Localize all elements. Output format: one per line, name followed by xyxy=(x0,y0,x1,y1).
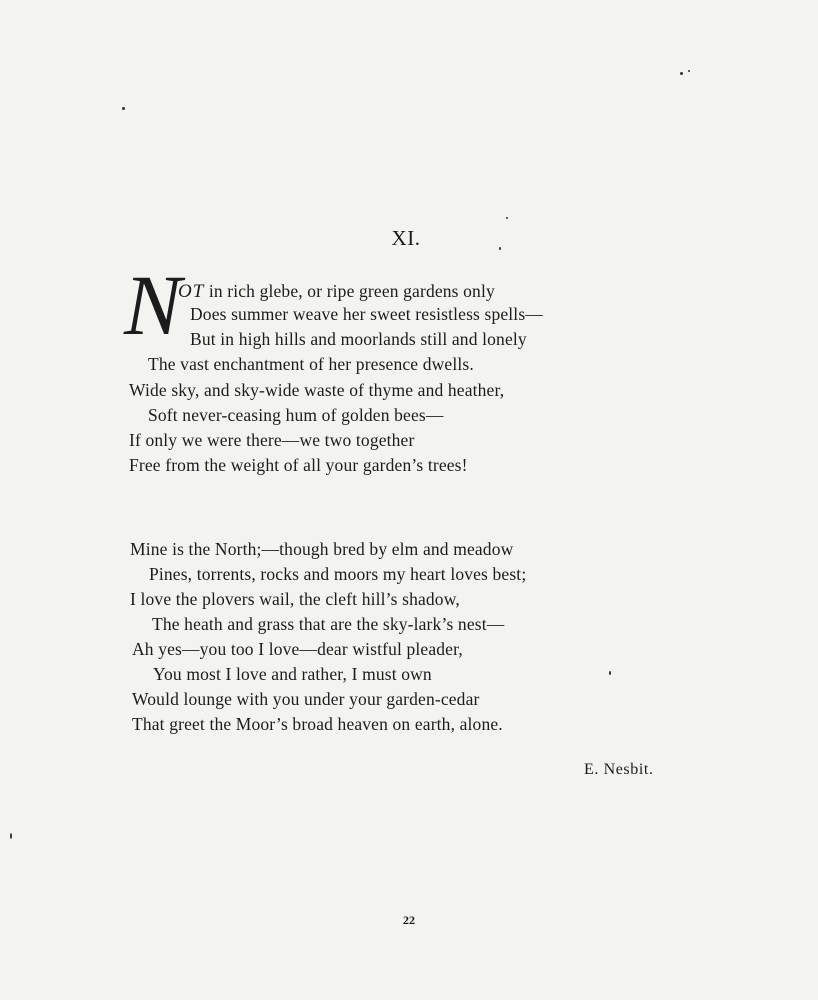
print-speck xyxy=(10,833,12,839)
print-speck xyxy=(688,70,690,72)
poem-line: Free from the weight of all your garden’s trees! xyxy=(129,455,468,475)
print-speck xyxy=(680,72,683,75)
poem-line: The vast enchantment of her presence dwells. xyxy=(148,354,474,374)
page-number: 22 xyxy=(403,913,415,927)
poem-line: But in high hills and moorlands still and lonely xyxy=(190,329,527,349)
poem-line xyxy=(178,282,495,301)
print-speck xyxy=(122,107,125,110)
poem-line: The heath and grass that are the sky-lark’s nest— xyxy=(152,614,505,634)
poem-line: Does summer weave her sweet resistless spells— xyxy=(190,304,543,324)
poem-line: Pines, torrents, rocks and moors my heart loves best; xyxy=(149,564,527,584)
poem-line: That greet the Moor’s broad heaven on earth, alone. xyxy=(132,714,503,734)
poem-line: Mine is the North;—though bred by elm and meadow xyxy=(130,539,514,559)
poem-number-heading: XI. xyxy=(391,226,421,250)
poem-line: I love the plovers wail, the cleft hill’s shadow, xyxy=(130,589,460,609)
poem-line: Ah yes—you too I love—dear wistful pleader, xyxy=(132,639,463,659)
author-signature: E. Nesbit. xyxy=(584,761,654,778)
first-word-caps: OT xyxy=(178,281,205,302)
drop-cap: N xyxy=(124,257,182,353)
poem-line: Wide sky, and sky-wide waste of thyme and heather, xyxy=(129,380,505,400)
first-line-text: in rich glebe, or ripe green gardens only xyxy=(204,281,495,301)
poem-line: Would lounge with you under your garden-cedar xyxy=(132,689,480,709)
print-speck xyxy=(609,671,611,675)
poem-line: You most I love and rather, I must own xyxy=(153,664,432,684)
poem-line: Soft never-ceasing hum of golden bees— xyxy=(148,405,444,425)
print-speck xyxy=(506,217,508,219)
poem-line: If only we were there—we two together xyxy=(129,430,415,450)
